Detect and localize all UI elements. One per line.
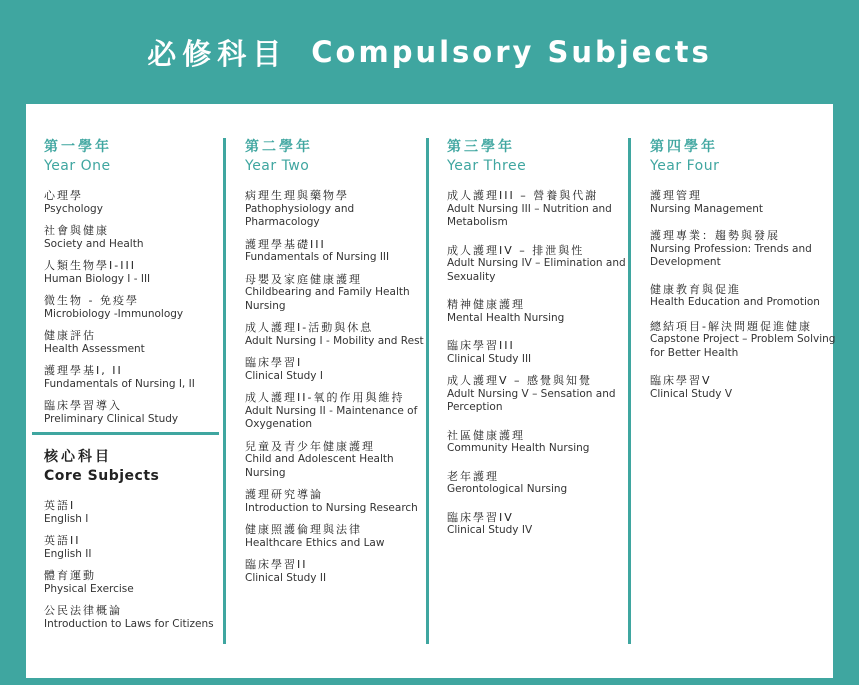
subject-zh: 社區健康護理	[447, 428, 525, 442]
subject-zh: 精神健康護理	[447, 298, 525, 311]
year-title-zh: 第二學年	[245, 139, 313, 155]
subject-zh: 成人護理V – 感覺與知覺	[447, 374, 593, 387]
subject-item	[447, 244, 631, 285]
subject-item	[447, 374, 631, 415]
title-zh: 必修科目	[147, 36, 288, 71]
subject-zh: 總結項目-解決問題促進健康	[650, 319, 812, 333]
subject-item	[650, 189, 838, 216]
subject-en: Clinical Study V	[650, 387, 733, 400]
subject-zh: 臨床學習IV	[447, 510, 514, 524]
year-title-en: Year Four	[650, 158, 720, 174]
subject-en: Clinical Study I	[245, 369, 323, 382]
column-year-four	[628, 138, 838, 644]
subject-en: Clinical Study IV	[447, 524, 533, 536]
subject-zh: 健康教育與促進	[650, 282, 741, 296]
subject-zh: 臨床學習I	[245, 356, 303, 369]
subject-item	[44, 329, 219, 356]
subject-zh: 臨床學習V	[650, 374, 712, 387]
subject-en: Microbiology -Immunology	[44, 307, 184, 320]
subject-zh: 公民法律概論	[44, 604, 122, 617]
subject-item	[44, 189, 219, 216]
subject-en: Psychology	[44, 202, 103, 215]
subject-zh: 健康評估	[44, 329, 96, 342]
subject-zh: 體育運動	[44, 569, 96, 582]
subject-item	[245, 356, 431, 383]
subject-zh: 老年護理	[447, 469, 499, 483]
subject-en: Clinical Study II	[245, 571, 327, 584]
subject-en: Adult Nursing II - Maintenance of Oxygenation	[245, 404, 418, 430]
subject-zh: 人類生物學I-III	[44, 259, 136, 272]
subject-item	[44, 569, 214, 596]
subject-item	[447, 298, 631, 325]
subject-en: English II	[44, 547, 92, 560]
year-title-en: Year One	[44, 158, 111, 174]
subject-list	[44, 189, 219, 426]
subject-item	[447, 189, 631, 230]
page-header	[0, 0, 859, 104]
subject-item	[650, 374, 838, 401]
subject-en: Fundamentals of Nursing III	[245, 251, 390, 263]
subject-zh: 成人護理II-氧的作用與維持	[245, 391, 405, 404]
subject-zh: 英語I	[44, 499, 76, 512]
year-title-en: Year Two	[245, 158, 310, 174]
subject-en: Capstone Project – Problem Solving for Better Health	[650, 333, 836, 359]
core-title-zh: 核心科目	[44, 449, 112, 465]
subject-en: Health Education and Promotion	[650, 296, 820, 308]
subject-item	[245, 558, 431, 585]
subject-en: Adult Nursing III – Nutrition and Metabolism	[447, 202, 612, 228]
subject-zh: 護理研究導論	[245, 488, 323, 501]
subject-item	[44, 224, 219, 251]
subject-item	[447, 511, 631, 538]
subject-item	[44, 259, 219, 286]
subject-en: Clinical Study III	[447, 352, 532, 365]
subject-zh: 成人護理IV – 排泄與性	[447, 243, 585, 257]
subject-item	[245, 391, 431, 432]
subject-en: Adult Nursing V – Sensation and Perception	[447, 387, 616, 413]
subject-en: Human Biology I - III	[44, 272, 151, 285]
subject-zh: 社會與健康	[44, 224, 109, 237]
subject-item	[447, 339, 631, 366]
subject-en: Introduction to Laws for Citizens	[44, 617, 214, 630]
subject-zh: 成人護理I-活動與休息	[245, 321, 374, 334]
subject-item	[44, 499, 214, 526]
subject-zh: 護理專業：趨勢與發展	[650, 229, 780, 242]
subject-en: Fundamentals of Nursing I, II	[44, 377, 195, 390]
subject-zh: 臨床學習III	[447, 339, 515, 352]
subject-item	[245, 238, 431, 265]
subject-en: Society and Health	[44, 237, 144, 250]
subject-item	[650, 283, 838, 310]
subject-en: Childbearing and Family Health Nursing	[245, 286, 410, 312]
subject-en: Preliminary Clinical Study	[44, 412, 179, 425]
subject-en: Nursing Profession: Trends and Development	[650, 242, 812, 268]
year-title-zh: 第四學年	[650, 139, 718, 155]
subject-en: English I	[44, 512, 89, 525]
subject-en: Healthcare Ethics and Law	[245, 536, 385, 549]
subject-item	[44, 364, 219, 391]
subject-list	[650, 189, 838, 401]
subject-item	[44, 399, 219, 426]
core-list	[44, 499, 214, 631]
title-en: Compulsory Subjects	[311, 35, 712, 69]
core-divider	[32, 432, 219, 435]
subject-item	[245, 488, 431, 515]
subject-item	[245, 321, 431, 348]
subject-zh: 兒童及青少年健康護理	[245, 439, 375, 453]
subject-item	[245, 440, 431, 481]
subject-zh: 臨床學習II	[245, 558, 308, 571]
column-year-two	[223, 138, 431, 644]
subject-en: Gerontological Nursing	[447, 483, 568, 495]
subject-en: Physical Exercise	[44, 582, 134, 595]
year-title-zh: 第一學年	[44, 139, 112, 155]
core-subjects-section	[44, 448, 214, 639]
subject-item	[447, 429, 631, 456]
subjects-card	[26, 104, 836, 678]
subject-item	[245, 273, 431, 314]
column-year-three	[426, 138, 631, 644]
subject-list	[245, 189, 431, 585]
core-title-en: Core Subjects	[44, 468, 160, 484]
subject-zh: 病理生理與藥物學	[245, 189, 349, 202]
subject-zh: 英語II	[44, 534, 81, 547]
year-title-zh: 第三學年	[447, 139, 515, 155]
subject-zh: 心理學	[44, 189, 83, 202]
year-title-en: Year Three	[447, 158, 527, 174]
subject-item	[44, 294, 219, 321]
subject-zh: 護理管理	[650, 189, 702, 202]
subject-zh: 臨床學習導入	[44, 399, 122, 412]
subject-en: Pathophysiology and Pharmacology	[245, 202, 355, 228]
subject-en: Mental Health Nursing	[447, 311, 565, 324]
subject-item	[447, 470, 631, 497]
subject-zh: 微生物 - 免疫學	[44, 294, 139, 307]
subject-item	[245, 523, 431, 550]
subject-zh: 成人護理III – 營養與代謝	[447, 189, 599, 202]
subject-item	[44, 604, 214, 631]
subject-item	[44, 534, 214, 561]
subject-zh: 健康照護倫理與法律	[245, 523, 362, 536]
subject-item	[650, 320, 838, 361]
subject-zh: 護理學基礎III	[245, 237, 326, 251]
subject-list	[447, 189, 631, 538]
subject-en: Introduction to Nursing Research	[245, 501, 418, 514]
subject-en: Adult Nursing I - Mobility and Rest	[245, 334, 424, 347]
subject-zh: 母嬰及家庭健康護理	[245, 272, 362, 286]
subject-zh: 護理學基I, II	[44, 364, 123, 377]
subject-en: Child and Adolescent Health Nursing	[245, 453, 394, 479]
subject-item	[650, 229, 838, 270]
subject-en: Community Health Nursing	[447, 442, 590, 454]
subject-en: Adult Nursing IV – Elimination and Sexuality	[447, 257, 626, 283]
subject-en: Nursing Management	[650, 202, 764, 215]
subject-item	[245, 189, 431, 230]
subject-en: Health Assessment	[44, 342, 145, 355]
